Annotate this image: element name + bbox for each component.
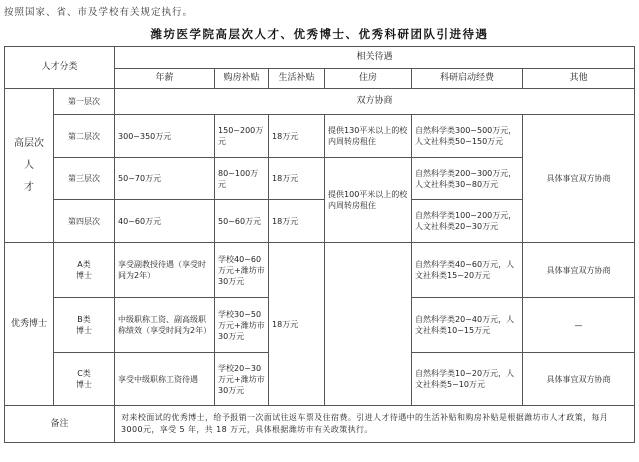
tier2-research-fund: 自然科学类300~500万元，人文社科类50~150万元 bbox=[412, 115, 523, 158]
doctor-c-other: 具体事宜双方协商 bbox=[523, 353, 635, 406]
tier2-housing-subsidy: 150~200万元 bbox=[215, 115, 269, 158]
tier2-living-subsidy: 18万元 bbox=[269, 115, 325, 158]
doctor-living-subsidy: 18万元 bbox=[269, 243, 325, 406]
header-housing: 住房 bbox=[325, 69, 412, 89]
header-research-fund: 科研启动经费 bbox=[412, 69, 523, 89]
doctor-label: 优秀博士 bbox=[5, 243, 54, 406]
doctor-c-salary: 享受中级职称工资待遇 bbox=[115, 353, 215, 406]
header-category: 人才分类 bbox=[5, 47, 115, 89]
header-salary: 年薪 bbox=[115, 69, 215, 89]
doctor-b-other: — bbox=[523, 298, 635, 353]
tier4-name: 第四层次 bbox=[54, 200, 115, 243]
doctor-a-name: A类 博士 bbox=[54, 243, 115, 298]
doctor-housing-empty bbox=[325, 243, 412, 406]
doctor-c-housing-subsidy: 学校20~30万元+潍坊市30万元 bbox=[215, 353, 269, 406]
tier1-name: 第一层次 bbox=[54, 89, 115, 115]
doctor-b-housing-subsidy: 学校30~50万元+潍坊市30万元 bbox=[215, 298, 269, 353]
high-level-label: 高层次 人 才 bbox=[5, 89, 54, 243]
tier4-salary: 40~60万元 bbox=[115, 200, 215, 243]
tier4-research-fund: 自然科学类100~200万元，人文社科类20~30万元 bbox=[412, 200, 523, 243]
doctor-a-salary: 享受副教授待遇（享受时间为2年） bbox=[115, 243, 215, 298]
header-housing-subsidy: 购房补贴 bbox=[215, 69, 269, 89]
doctor-c-name: C类 博士 bbox=[54, 353, 115, 406]
header-living-subsidy: 生活补贴 bbox=[269, 69, 325, 89]
treatment-table bbox=[4, 46, 635, 443]
header-group: 相关待遇 bbox=[115, 47, 635, 69]
tier34-housing: 提供100平米以上的校内周转房租住 bbox=[325, 158, 412, 243]
tier2-housing: 提供130平米以上的校内周转房租住 bbox=[325, 115, 412, 158]
remark-text: 对来校面试的优秀博士，给予报销一次面试往返车票及住宿费。引进人才待遇中的生活补贴和购房补贴是根据潍坊市人才政策，每月3000元，享受 5 年，共 18 万元，具体根据潍坊市有关政策执行。 bbox=[115, 406, 635, 443]
doctor-b-salary: 中级职称工资、副高级职称绩效（享受时间为2年） bbox=[115, 298, 215, 353]
high-level-other: 具体事宜双方协商 bbox=[523, 115, 635, 243]
tier2-name: 第二层次 bbox=[54, 115, 115, 158]
tier3-name: 第三层次 bbox=[54, 158, 115, 200]
tier3-salary: 50~70万元 bbox=[115, 158, 215, 200]
doctor-b-research-fund: 自然科学类20~40万元，人文社科类10~15万元 bbox=[412, 298, 523, 353]
intro-text: 按照国家、省、市及学校有关规定执行。 bbox=[4, 7, 194, 18]
tier4-housing-subsidy: 50~60万元 bbox=[215, 200, 269, 243]
doctor-a-research-fund: 自然科学类40~60万元，人文社科类15~20万元 bbox=[412, 243, 523, 298]
tier1-treatment: 双方协商 bbox=[115, 89, 635, 115]
doctor-b-name: B类 博士 bbox=[54, 298, 115, 353]
tier2-salary: 300~350万元 bbox=[115, 115, 215, 158]
header-other: 其他 bbox=[523, 69, 635, 89]
doctor-a-housing-subsidy: 学校40~60万元+潍坊市30万元 bbox=[215, 243, 269, 298]
tier3-housing-subsidy: 80~100万元 bbox=[215, 158, 269, 200]
tier4-living-subsidy: 18万元 bbox=[269, 200, 325, 243]
tier3-living-subsidy: 18万元 bbox=[269, 158, 325, 200]
doctor-c-research-fund: 自然科学类10~20万元，人文社科类5~10万元 bbox=[412, 353, 523, 406]
tier3-research-fund: 自然科学类200~300万元，人文社科类30~80万元 bbox=[412, 158, 523, 200]
doctor-a-other: 具体事宜双方协商 bbox=[523, 243, 635, 298]
page-title: 潍坊医学院高层次人才、优秀博士、优秀科研团队引进待遇 bbox=[150, 27, 489, 41]
remark-label: 备注 bbox=[5, 406, 115, 443]
